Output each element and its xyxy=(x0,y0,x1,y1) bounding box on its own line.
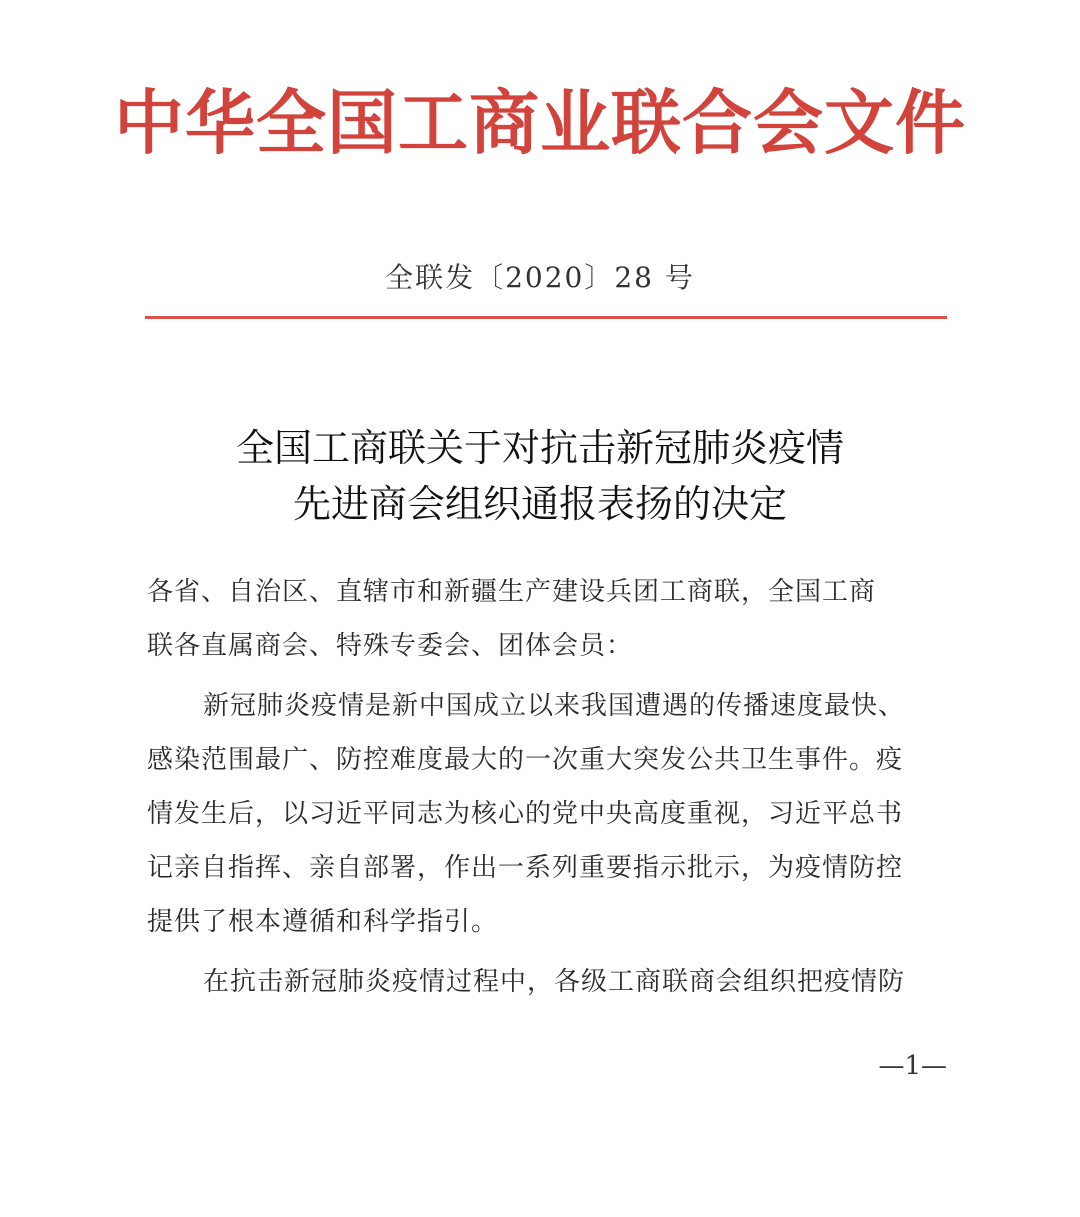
document-title-line: 全国工商联关于对抗击新冠肺炎疫情 xyxy=(235,426,844,470)
salutation-line: 联各直属商会、特殊专委会、团体会员： xyxy=(147,631,634,661)
salutation-line: 各省、自治区、直辖市和新疆生产建设兵团工商联，全国工商 xyxy=(147,577,877,607)
paragraph-line: 感染范围最广、防控难度最大的一次重大突发公共卫生事件。疫 xyxy=(147,745,904,775)
page-number: —1— xyxy=(878,1051,947,1081)
paragraph-line: 在抗击新冠肺炎疫情过程中，各级工商联商会组织把疫情防 xyxy=(203,967,906,997)
issuer-header-title: 中华全国工商业联合会文件 xyxy=(114,82,966,164)
document-title xyxy=(0,420,1080,532)
red-separator-line xyxy=(145,316,947,319)
document-number: 全联发〔2020〕28 号 xyxy=(385,261,695,294)
document-title-line: 先进商会组织通报表扬的决定 xyxy=(292,482,787,526)
document-body xyxy=(147,565,947,1009)
paragraph-line: 提供了根本遵循和科学指引。 xyxy=(147,907,499,937)
paragraph-line: 新冠肺炎疫情是新中国成立以来我国遭遇的传播速度最快、 xyxy=(203,691,906,721)
paragraph-line: 情发生后，以习近平同志为核心的党中央高度重视，习近平总书 xyxy=(147,799,904,829)
paragraph-line: 记亲自指挥、亲自部署，作出一系列重要指示批示，为疫情防控 xyxy=(147,853,904,883)
